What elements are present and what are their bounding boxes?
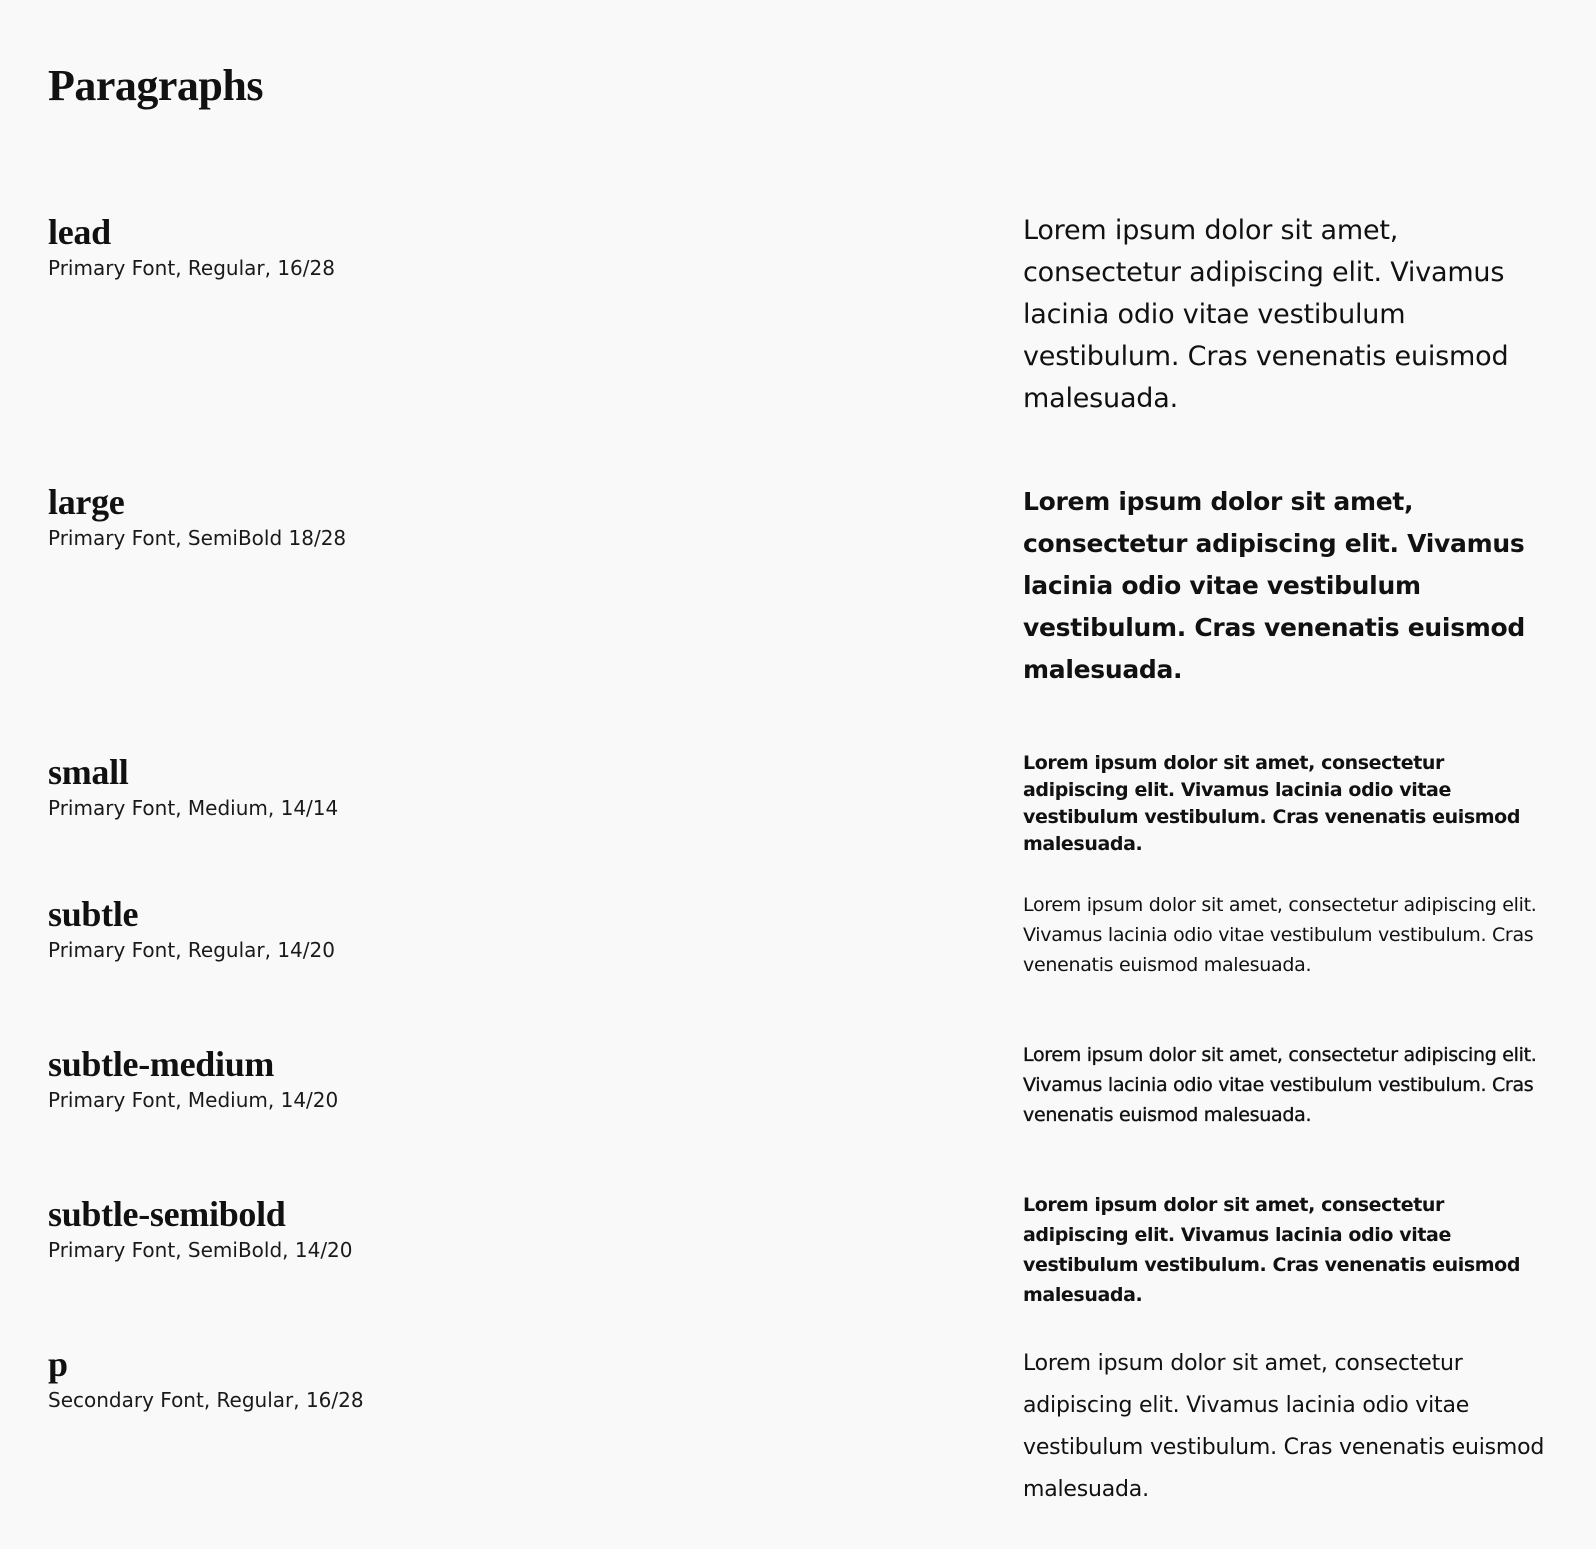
sample-text-subtle-semibold: Lorem ipsum dolor sit amet, consectetur adipiscing elit. Vivamus lacinia odio vitae vestibulum vestibulum. Cras venenatis euismod malesuada.	[1023, 1194, 1521, 1306]
style-description: Primary Font, Regular, 16/28	[48, 256, 335, 280]
sample-text-subtle: Lorem ipsum dolor sit amet, consectetur adipiscing elit. Vivamus lacinia odio vitae vestibulum vestibulum. Cras venenatis euismod malesuada.	[1023, 894, 1537, 976]
style-label-subtle-medium	[48, 1044, 748, 1114]
style-label-large	[48, 482, 748, 552]
style-label-p	[48, 1344, 748, 1414]
style-label-subtle	[48, 894, 748, 964]
sample-text-large: Lorem ipsum dolor sit amet, consectetur adipiscing elit. Vivamus lacinia odio vitae vestibulum vestibulum. Cras venenatis euismod malesuada.	[1023, 487, 1525, 684]
style-description: Primary Font, Regular, 14/20	[48, 938, 335, 962]
style-name: small	[48, 752, 129, 792]
style-description: Primary Font, SemiBold, 14/20	[48, 1238, 353, 1262]
style-label-small	[48, 752, 748, 822]
sample-text-lead: Lorem ipsum dolor sit amet, consectetur adipiscing elit. Vivamus lacinia odio vitae vestibulum vestibulum. Cras venenatis euismod malesuada.	[1023, 215, 1509, 414]
style-description: Primary Font, SemiBold 18/28	[48, 526, 347, 550]
sample-text-subtle-medium: Lorem ipsum dolor sit amet, consectetur adipiscing elit. Vivamus lacinia odio vitae vestibulum vestibulum. Cras venenatis euismod malesuada.	[1023, 1044, 1537, 1126]
style-name: large	[48, 482, 125, 522]
style-name: lead	[48, 212, 111, 252]
sample-text-small: Lorem ipsum dolor sit amet, consectetur adipiscing elit. Vivamus lacinia odio vitae vestibulum vestibulum. Cras venenatis euismod malesuada.	[1023, 752, 1521, 855]
style-name: subtle-medium	[48, 1044, 275, 1084]
style-description: Primary Font, Medium, 14/20	[48, 1088, 339, 1112]
sample-text-p: Lorem ipsum dolor sit amet, consectetur adipiscing elit. Vivamus lacinia odio vitae vestibulum vestibulum. Cras venenatis euismod malesuada.	[1023, 1351, 1545, 1502]
style-description: Primary Font, Medium, 14/14	[48, 796, 339, 820]
style-label-lead	[48, 212, 748, 282]
style-name: p	[48, 1344, 68, 1384]
style-name: subtle	[48, 894, 139, 934]
page-title: Paragraphs	[48, 61, 263, 110]
style-name: subtle-semibold	[48, 1194, 286, 1234]
style-description: Secondary Font, Regular, 16/28	[48, 1388, 364, 1412]
style-label-subtle-semibold	[48, 1194, 748, 1264]
